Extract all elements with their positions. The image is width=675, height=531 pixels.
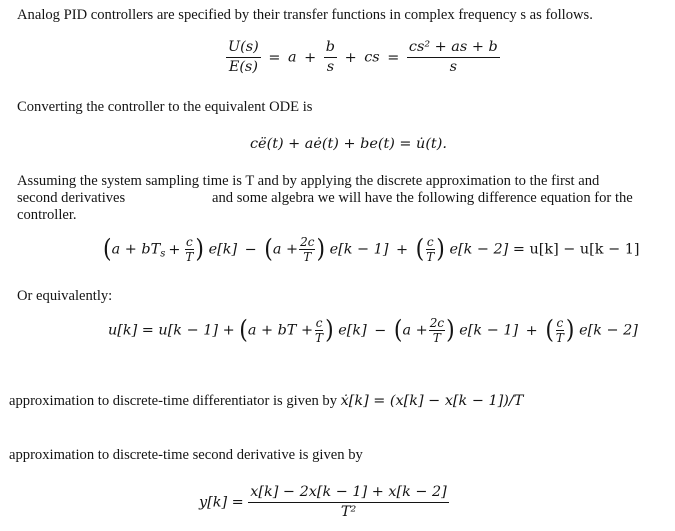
left-paren: ( bbox=[545, 315, 554, 345]
a-plus-term: a + bbox=[272, 241, 299, 258]
first-derivative-approx bbox=[9, 393, 523, 410]
plus-sign: + bbox=[525, 322, 538, 339]
left-paren: ( bbox=[239, 315, 248, 345]
right-paren: ) bbox=[316, 234, 326, 264]
y-k-lhs: y[k] = bbox=[199, 494, 244, 511]
left-paren: ( bbox=[264, 234, 273, 264]
right-paren: ) bbox=[565, 315, 575, 345]
plus-sign: + bbox=[304, 49, 317, 66]
c-numerator: c bbox=[315, 316, 323, 330]
e-k-term: e[k] bbox=[208, 241, 238, 258]
right-paren: ) bbox=[325, 315, 334, 345]
c-over-t-fraction bbox=[425, 236, 435, 263]
plus-sign: + bbox=[344, 49, 357, 66]
left-paren: ( bbox=[393, 315, 403, 345]
transfer-rhs-denominator: s bbox=[449, 59, 457, 76]
right-paren: ) bbox=[436, 234, 445, 264]
second-derivative-equation bbox=[199, 485, 449, 520]
s-subscript: s bbox=[160, 248, 166, 260]
t-denominator: T bbox=[303, 250, 312, 264]
first-derivative-text: approximation to discrete-time differentiator is given by bbox=[9, 393, 341, 409]
a-plus-bt-term: a + bT + bbox=[247, 322, 314, 339]
difference-equation bbox=[103, 236, 640, 263]
e-k-minus-1-term: e[k − 1] bbox=[329, 241, 389, 258]
assuming-line-1: Assuming the system sampling time is T and by applying the discrete approximation to the first and bbox=[17, 173, 600, 189]
or-equivalently-text: Or equivalently: bbox=[17, 288, 113, 304]
t-denominator: T bbox=[426, 250, 435, 264]
second-derivative-fraction bbox=[248, 485, 449, 520]
transfer-rhs-fraction bbox=[407, 40, 500, 75]
u-k-lhs: u[k] = u[k − 1] + bbox=[108, 322, 235, 339]
minus-sign: − bbox=[374, 322, 387, 339]
transfer-rhs-numerator: cs² + as + b bbox=[407, 40, 500, 58]
two-c-numerator: 2c bbox=[429, 316, 445, 330]
second-derivative-text: approximation to discrete-time second derivative is given by bbox=[9, 447, 363, 463]
difference-rhs: = u[k] − u[k − 1] bbox=[512, 241, 640, 258]
first-derivative-formula: ẋ[k] = (x[k] − x[k − 1])/T bbox=[340, 393, 524, 409]
transfer-function-equation bbox=[226, 40, 500, 75]
assuming-line-3: controller. bbox=[17, 207, 77, 223]
coefficient-a: a bbox=[287, 49, 297, 66]
c-numerator: c bbox=[426, 235, 434, 249]
transfer-lhs-denominator: E(s) bbox=[228, 59, 258, 76]
right-paren: ) bbox=[195, 234, 205, 264]
assuming-line-2a: second derivatives bbox=[17, 190, 126, 206]
cs-term: cs bbox=[364, 49, 380, 66]
c-numerator: c bbox=[556, 316, 564, 330]
a-plus-term: a + bbox=[402, 322, 428, 339]
transfer-lhs-fraction bbox=[226, 40, 261, 75]
c-over-t-fraction bbox=[184, 236, 194, 263]
ode-equation: cë(t) + aė(t) + be(t) = u̇(t). bbox=[250, 136, 447, 152]
two-c-over-t-fraction bbox=[429, 317, 445, 344]
b-numerator: b bbox=[324, 40, 337, 58]
intro-text: Analog PID controllers are specified by their transfer functions in complex frequency s as follows. bbox=[17, 7, 593, 23]
t-denominator: T bbox=[185, 250, 194, 264]
plus-sign: + bbox=[396, 241, 409, 258]
e-k-minus-2-term: e[k − 2] bbox=[449, 241, 509, 258]
right-paren: ) bbox=[446, 315, 455, 345]
b-over-s-fraction bbox=[324, 40, 337, 75]
e-k-minus-1-term: e[k − 1] bbox=[459, 322, 519, 339]
recursive-equation bbox=[108, 317, 638, 344]
left-paren: ( bbox=[415, 234, 425, 264]
equals-sign: = bbox=[268, 49, 281, 66]
c-over-t-fraction bbox=[555, 317, 565, 344]
second-derivative-numerator: x[k] − 2x[k − 1] + x[k − 2] bbox=[248, 485, 449, 503]
plus-sign: + bbox=[168, 241, 181, 258]
two-c-over-t-fraction bbox=[299, 236, 315, 263]
converting-text: Converting the controller to the equivalent ODE is bbox=[17, 99, 313, 115]
transfer-lhs-numerator: U(s) bbox=[226, 40, 261, 58]
t-denominator: T bbox=[555, 331, 564, 345]
e-k-term: e[k] bbox=[338, 322, 367, 339]
c-over-t-fraction bbox=[314, 317, 324, 344]
two-c-numerator: 2c bbox=[300, 235, 315, 249]
second-derivative-denominator: T² bbox=[340, 504, 357, 521]
c-numerator: c bbox=[186, 235, 193, 249]
minus-sign: − bbox=[244, 241, 257, 258]
e-k-minus-2-term: e[k − 2] bbox=[579, 322, 638, 339]
t-denominator: T bbox=[432, 331, 441, 345]
assuming-line-2b: and some algebra we will have the following difference equation for the bbox=[212, 190, 633, 206]
a-plus-bt-term: a + bT bbox=[111, 241, 161, 258]
equals-sign: = bbox=[387, 49, 400, 66]
s-denominator: s bbox=[326, 59, 335, 76]
left-paren: ( bbox=[103, 234, 112, 264]
t-denominator: T bbox=[315, 331, 324, 345]
